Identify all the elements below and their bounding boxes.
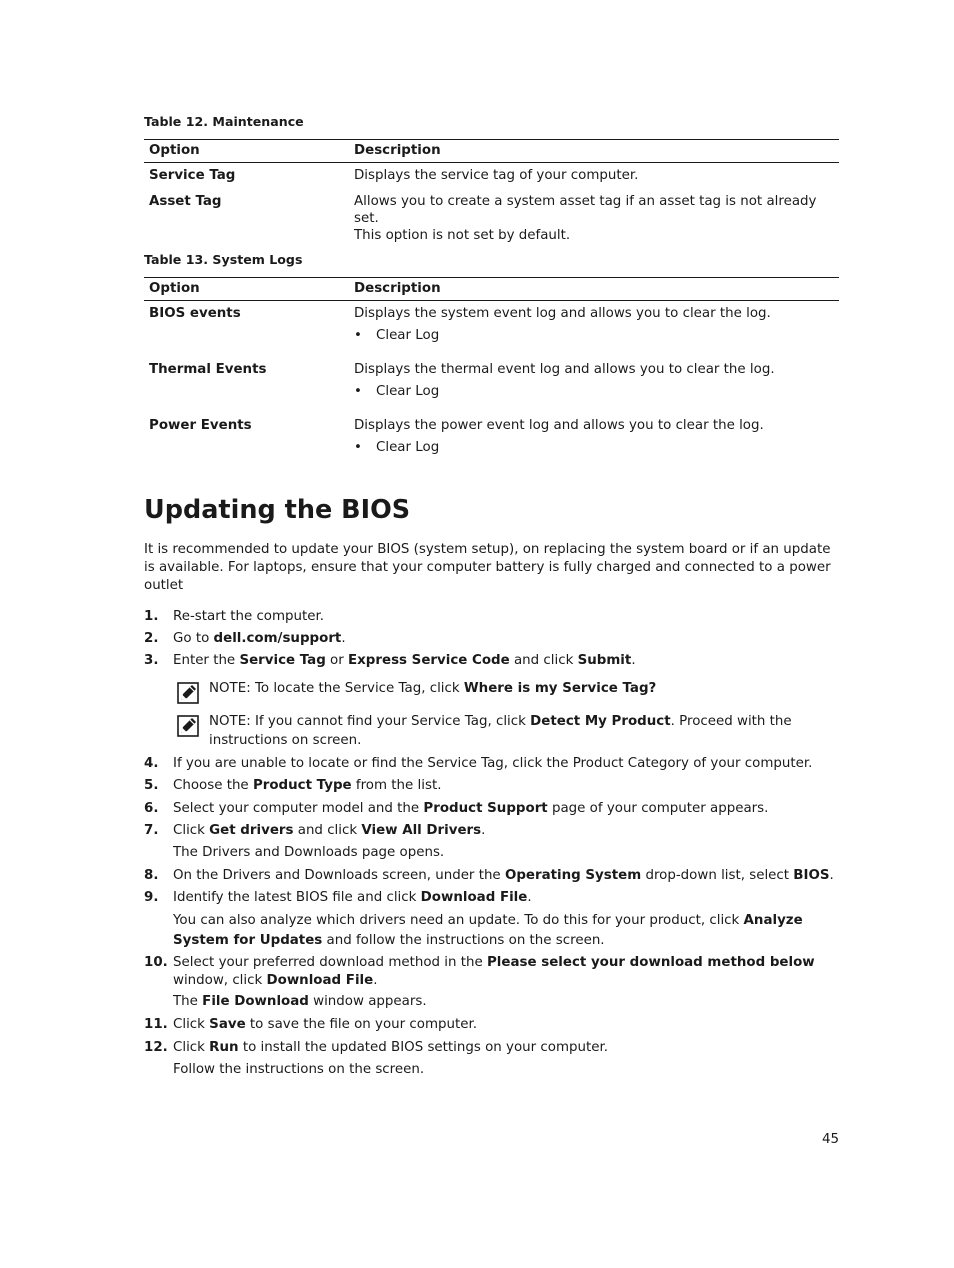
step-number: 2.: [144, 631, 159, 646]
step-text: Go to dell.com/support.: [173, 631, 346, 646]
step-text: Select your preferred download method in the Please select your download method below window, click Download File.: [173, 955, 815, 988]
table-row: [144, 413, 839, 461]
bullet-item: [354, 327, 834, 344]
step-text: Click Save to save the file on your computer.: [173, 1017, 478, 1032]
bullet-item: [354, 439, 834, 456]
option-cell: BIOS events: [149, 306, 241, 321]
step-text: Enter the Service Tag or Express Service Code and click Submit.: [173, 653, 636, 668]
description-text: This option is not set by default.: [354, 228, 571, 243]
note-pencil-icon: [177, 715, 199, 737]
description-text: Displays the power event log and allows you to clear the log.: [354, 418, 764, 433]
step-number: 8.: [144, 868, 159, 883]
table-row: [144, 163, 839, 190]
step-text: On the Drivers and Downloads screen, under the Operating System drop-down list, select BIOS.: [173, 868, 834, 883]
column-header-description: Description: [349, 278, 839, 301]
step-number: 7.: [144, 823, 159, 838]
table-row: [144, 301, 839, 358]
step-number: 1.: [144, 609, 159, 624]
intro-paragraph: It is recommended to update your BIOS (system setup), on replacing the system board or if an update is available. For laptops, ensure that your computer battery is fully charged and connected to a power outlet: [144, 542, 831, 593]
page-number: 45: [822, 1132, 840, 1147]
description-cell: [349, 413, 839, 461]
step-text: Re-start the computer.: [173, 609, 325, 624]
description-text: Displays the system event log and allows you to clear the log.: [354, 306, 771, 321]
step-12-result: Follow the instructions on the screen.: [173, 1062, 425, 1077]
step-number: 12.: [144, 1040, 168, 1055]
description-cell: Displays the service tag of your computer.: [354, 168, 639, 183]
bullet-icon: •: [354, 328, 362, 343]
note-text: NOTE: If you cannot find your Service Tag, click Detect My Product. Proceed with the instructions on screen.: [209, 714, 792, 748]
step-text: Identify the latest BIOS file and click Download File.: [173, 890, 532, 905]
step-number: 9.: [144, 890, 159, 905]
option-cell: Service Tag: [149, 168, 236, 183]
step-text: Click Run to install the updated BIOS settings on your computer.: [173, 1040, 609, 1055]
step-text: Select your computer model and the Product Support page of your computer appears.: [173, 801, 769, 816]
note-pencil-icon: [177, 682, 199, 704]
table13-caption: Table 13. System Logs: [144, 252, 303, 267]
option-cell: Power Events: [149, 418, 252, 433]
table12-caption: Table 12. Maintenance: [144, 114, 304, 129]
description-cell: [349, 301, 839, 358]
step-number: 5.: [144, 778, 159, 793]
step-text: If you are unable to locate or find the Service Tag, click the Product Category of your computer.: [173, 756, 813, 771]
description-text: Displays the thermal event log and allows you to clear the log.: [354, 362, 775, 377]
step-7-result: The Drivers and Downloads page opens.: [173, 845, 445, 860]
section-title: Updating the BIOS: [144, 495, 411, 525]
maintenance-table: [144, 139, 839, 249]
bullet-text: Clear Log: [376, 328, 440, 343]
step-9-detail: You can also analyze which drivers need an update. To do this for your product, click Analyze System for Updates and follow the instructions on the screen.: [173, 913, 803, 948]
table-header-row: [144, 278, 839, 301]
note-text: NOTE: To locate the Service Tag, click Where is my Service Tag?: [209, 681, 657, 696]
system-logs-table: [144, 277, 839, 461]
step-text: Choose the Product Type from the list.: [173, 778, 442, 793]
table-header-row: [144, 140, 839, 163]
description-cell: [349, 189, 839, 249]
step-number: 10.: [144, 955, 168, 970]
column-header-description: Description: [349, 140, 839, 163]
description-text: Allows you to create a system asset tag if an asset tag is not already set.: [354, 194, 817, 226]
dell-support-link[interactable]: dell.com/support: [213, 631, 342, 646]
column-header-option: Option: [144, 140, 349, 163]
bullet-text: Clear Log: [376, 384, 440, 399]
option-cell: Thermal Events: [149, 362, 267, 377]
bullet-text: Clear Log: [376, 440, 440, 455]
column-header-option: Option: [144, 278, 349, 301]
bullet-item: [354, 383, 834, 400]
bullet-icon: •: [354, 384, 362, 399]
step-number: 3.: [144, 653, 159, 668]
table-row: [144, 357, 839, 413]
table-row: [144, 189, 839, 249]
step-10-result: The File Download window appears.: [173, 994, 427, 1009]
step-text: Click Get drivers and click View All Drivers.: [173, 823, 486, 838]
description-cell: [349, 357, 839, 413]
step-number: 11.: [144, 1017, 168, 1032]
step-number: 6.: [144, 801, 159, 816]
step-number: 4.: [144, 756, 159, 771]
option-cell: Asset Tag: [149, 194, 222, 209]
bullet-icon: •: [354, 440, 362, 455]
